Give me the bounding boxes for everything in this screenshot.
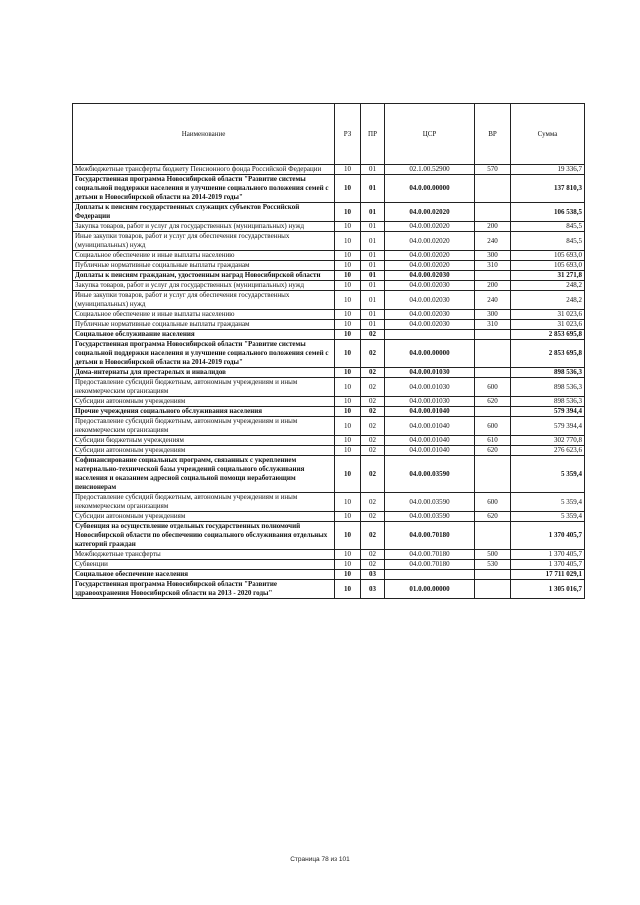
cell-vr: 600 bbox=[475, 378, 511, 397]
cell-sum: 105 693,0 bbox=[511, 251, 585, 261]
cell-csr: 04.0.00.02020 bbox=[385, 203, 475, 222]
cell-rz: 10 bbox=[335, 310, 361, 320]
cell-vr bbox=[475, 330, 511, 340]
cell-name: Государственная программа Новосибирской области "Развитие здравоохранения Новосибирской области на 2013 - 2020 годы" bbox=[73, 580, 335, 599]
cell-sum: 845,5 bbox=[511, 232, 585, 251]
cell-pr: 02 bbox=[361, 340, 385, 368]
cell-vr: 600 bbox=[475, 417, 511, 436]
table-header bbox=[73, 104, 585, 165]
cell-name: Закупка товаров, работ и услуг для государственных (муниципальных) нужд bbox=[73, 222, 335, 232]
table-row bbox=[73, 320, 585, 330]
cell-rz: 10 bbox=[335, 340, 361, 368]
cell-pr: 01 bbox=[361, 175, 385, 203]
cell-sum: 105 693,0 bbox=[511, 261, 585, 271]
cell-pr: 02 bbox=[361, 378, 385, 397]
cell-pr: 02 bbox=[361, 493, 385, 512]
cell-vr bbox=[475, 340, 511, 368]
header-pr: ПР bbox=[361, 104, 385, 165]
table-row bbox=[73, 291, 585, 310]
cell-pr: 02 bbox=[361, 446, 385, 456]
cell-name: Государственная программа Новосибирской области "Развитие системы социальной поддержки населения и улучшение социального положения семей с детьми в Новосибирской области на 2014-2019 годы" bbox=[73, 340, 335, 368]
cell-rz: 10 bbox=[335, 271, 361, 281]
cell-sum: 898 536,3 bbox=[511, 397, 585, 407]
cell-name: Социальное обеспечение и иные выплаты населению bbox=[73, 310, 335, 320]
cell-pr: 01 bbox=[361, 261, 385, 271]
header-rz: РЗ bbox=[335, 104, 361, 165]
table-row bbox=[73, 271, 585, 281]
cell-csr: 04.0.00.03590 bbox=[385, 512, 475, 522]
cell-name: Предоставление субсидий бюджетным, автономным учреждениям и иным некоммерческим организациям bbox=[73, 417, 335, 436]
table-row bbox=[73, 330, 585, 340]
cell-sum: 302 770,8 bbox=[511, 436, 585, 446]
table-row bbox=[73, 456, 585, 493]
cell-name: Софинансирование социальных программ, связанных с укреплением материально-технической базы учреждений социального обслуживания населения и оказанием адресной социальной помощи неработающим пенсионерам bbox=[73, 456, 335, 493]
cell-sum: 5 359,4 bbox=[511, 493, 585, 512]
cell-pr: 01 bbox=[361, 165, 385, 175]
cell-csr: 04.0.00.70180 bbox=[385, 560, 475, 570]
table-row bbox=[73, 436, 585, 446]
table-row bbox=[73, 493, 585, 512]
cell-csr: 04.0.00.03590 bbox=[385, 456, 475, 493]
cell-sum: 579 394,4 bbox=[511, 407, 585, 417]
cell-csr: 04.0.00.01030 bbox=[385, 378, 475, 397]
cell-pr: 01 bbox=[361, 281, 385, 291]
cell-pr: 02 bbox=[361, 560, 385, 570]
cell-sum: 2 853 695,8 bbox=[511, 340, 585, 368]
cell-name: Иные закупки товаров, работ и услуг для обеспечения государственных (муниципальных) нужд bbox=[73, 291, 335, 310]
cell-csr bbox=[385, 570, 475, 580]
cell-rz: 10 bbox=[335, 165, 361, 175]
cell-sum: 31 023,6 bbox=[511, 320, 585, 330]
table-row bbox=[73, 368, 585, 378]
cell-vr: 530 bbox=[475, 560, 511, 570]
cell-pr: 03 bbox=[361, 580, 385, 599]
cell-pr: 01 bbox=[361, 310, 385, 320]
cell-rz: 10 bbox=[335, 522, 361, 550]
cell-pr: 02 bbox=[361, 550, 385, 560]
table-row bbox=[73, 407, 585, 417]
cell-rz: 10 bbox=[335, 436, 361, 446]
cell-csr: 04.0.00.01040 bbox=[385, 446, 475, 456]
cell-name: Предоставление субсидий бюджетным, автономным учреждениям и иным некоммерческим организациям bbox=[73, 493, 335, 512]
cell-rz: 10 bbox=[335, 570, 361, 580]
cell-rz: 10 bbox=[335, 580, 361, 599]
cell-csr: 04.0.00.03590 bbox=[385, 493, 475, 512]
cell-name: Социальное обеспечение и иные выплаты населению bbox=[73, 251, 335, 261]
table-row bbox=[73, 560, 585, 570]
cell-sum: 31 023,6 bbox=[511, 310, 585, 320]
table-row bbox=[73, 397, 585, 407]
cell-name: Дома-интернаты для престарелых и инвалидов bbox=[73, 368, 335, 378]
cell-vr: 310 bbox=[475, 320, 511, 330]
cell-pr: 02 bbox=[361, 436, 385, 446]
cell-name: Публичные нормативные социальные выплаты гражданам bbox=[73, 320, 335, 330]
cell-name: Прочие учреждения социального обслуживания населения bbox=[73, 407, 335, 417]
cell-pr: 01 bbox=[361, 271, 385, 281]
cell-rz: 10 bbox=[335, 397, 361, 407]
cell-rz: 10 bbox=[335, 232, 361, 251]
cell-pr: 02 bbox=[361, 417, 385, 436]
cell-sum: 31 271,8 bbox=[511, 271, 585, 281]
cell-vr bbox=[475, 407, 511, 417]
cell-rz: 10 bbox=[335, 320, 361, 330]
cell-pr: 02 bbox=[361, 397, 385, 407]
cell-rz: 10 bbox=[335, 493, 361, 512]
cell-csr: 04.0.00.70180 bbox=[385, 550, 475, 560]
cell-sum: 898 536,3 bbox=[511, 378, 585, 397]
cell-pr: 01 bbox=[361, 232, 385, 251]
cell-sum: 1 370 405,7 bbox=[511, 550, 585, 560]
cell-rz: 10 bbox=[335, 368, 361, 378]
cell-sum: 5 359,4 bbox=[511, 512, 585, 522]
cell-vr bbox=[475, 456, 511, 493]
cell-sum: 276 623,6 bbox=[511, 446, 585, 456]
cell-vr: 600 bbox=[475, 493, 511, 512]
page-number: Страница 78 из 101 bbox=[290, 856, 350, 863]
cell-vr: 620 bbox=[475, 446, 511, 456]
cell-name: Доплаты к пенсиям гражданам, удостоенным наград Новосибирской области bbox=[73, 271, 335, 281]
cell-name: Государственная программа Новосибирской области "Развитие системы социальной поддержки населения и улучшение социального положения семей с детьми в Новосибирской области на 2014-2019 годы" bbox=[73, 175, 335, 203]
cell-rz: 10 bbox=[335, 512, 361, 522]
cell-rz: 10 bbox=[335, 560, 361, 570]
header-csr: ЦСР bbox=[385, 104, 475, 165]
cell-name: Субвенция на осуществление отдельных государственных полномочий Новосибирской области по обеспечению социального обслуживания отдельных категорий граждан bbox=[73, 522, 335, 550]
table-row bbox=[73, 261, 585, 271]
cell-name: Субвенции bbox=[73, 560, 335, 570]
cell-rz: 10 bbox=[335, 251, 361, 261]
cell-rz: 10 bbox=[335, 407, 361, 417]
cell-csr: 04.0.00.02020 bbox=[385, 232, 475, 251]
cell-sum: 579 394,4 bbox=[511, 417, 585, 436]
cell-vr: 240 bbox=[475, 291, 511, 310]
cell-csr: 04.0.00.70180 bbox=[385, 522, 475, 550]
table-row bbox=[73, 203, 585, 222]
table-row bbox=[73, 165, 585, 175]
cell-csr: 04.0.00.01030 bbox=[385, 397, 475, 407]
cell-vr bbox=[475, 570, 511, 580]
cell-pr: 02 bbox=[361, 330, 385, 340]
cell-vr: 310 bbox=[475, 261, 511, 271]
cell-vr bbox=[475, 368, 511, 378]
table-row bbox=[73, 570, 585, 580]
table-row bbox=[73, 175, 585, 203]
cell-name: Доплаты к пенсиям государственных служащих субъектов Российской Федерации bbox=[73, 203, 335, 222]
cell-csr: 04.0.00.01030 bbox=[385, 368, 475, 378]
cell-sum: 1 305 016,7 bbox=[511, 580, 585, 599]
cell-name: Межбюджетные трансферты bbox=[73, 550, 335, 560]
cell-vr bbox=[475, 203, 511, 222]
cell-name: Субсидии автономным учреждениям bbox=[73, 446, 335, 456]
cell-csr: 04.0.00.00000 bbox=[385, 175, 475, 203]
cell-csr: 04.0.00.00000 bbox=[385, 340, 475, 368]
cell-csr: 04.0.00.02020 bbox=[385, 251, 475, 261]
cell-vr: 620 bbox=[475, 512, 511, 522]
cell-csr: 04.0.00.02030 bbox=[385, 281, 475, 291]
cell-name: Субсидии бюджетным учреждениям bbox=[73, 436, 335, 446]
cell-pr: 03 bbox=[361, 570, 385, 580]
cell-csr: 04.0.00.02030 bbox=[385, 310, 475, 320]
cell-sum: 2 853 695,8 bbox=[511, 330, 585, 340]
cell-sum: 106 538,5 bbox=[511, 203, 585, 222]
cell-pr: 01 bbox=[361, 203, 385, 222]
cell-rz: 10 bbox=[335, 281, 361, 291]
cell-csr: 04.0.00.02030 bbox=[385, 291, 475, 310]
cell-csr: 04.0.00.02030 bbox=[385, 320, 475, 330]
cell-rz: 10 bbox=[335, 550, 361, 560]
cell-sum: 137 810,3 bbox=[511, 175, 585, 203]
cell-vr: 200 bbox=[475, 281, 511, 291]
cell-vr: 610 bbox=[475, 436, 511, 446]
cell-pr: 02 bbox=[361, 368, 385, 378]
cell-vr: 570 bbox=[475, 165, 511, 175]
cell-csr: 04.0.00.02020 bbox=[385, 222, 475, 232]
cell-vr: 620 bbox=[475, 397, 511, 407]
cell-rz: 10 bbox=[335, 417, 361, 436]
cell-rz: 10 bbox=[335, 203, 361, 222]
cell-pr: 01 bbox=[361, 222, 385, 232]
cell-name: Межбюджетные трансферты бюджету Пенсионного фонда Российской Федерации bbox=[73, 165, 335, 175]
table-row bbox=[73, 222, 585, 232]
cell-rz: 10 bbox=[335, 446, 361, 456]
cell-pr: 01 bbox=[361, 251, 385, 261]
header-row bbox=[73, 104, 585, 165]
cell-csr: 02.1.00.52900 bbox=[385, 165, 475, 175]
cell-vr bbox=[475, 175, 511, 203]
cell-rz: 10 bbox=[335, 330, 361, 340]
cell-vr: 200 bbox=[475, 222, 511, 232]
cell-name: Субсидии автономным учреждениям bbox=[73, 512, 335, 522]
cell-rz: 10 bbox=[335, 175, 361, 203]
header-name: Наименование bbox=[73, 104, 335, 165]
table-row bbox=[73, 340, 585, 368]
cell-vr: 500 bbox=[475, 550, 511, 560]
table-row bbox=[73, 232, 585, 251]
header-vr: ВР bbox=[475, 104, 511, 165]
cell-rz: 10 bbox=[335, 291, 361, 310]
cell-pr: 02 bbox=[361, 522, 385, 550]
cell-vr bbox=[475, 271, 511, 281]
cell-vr: 300 bbox=[475, 310, 511, 320]
cell-sum: 17 711 029,1 bbox=[511, 570, 585, 580]
header-sum: Сумма bbox=[511, 104, 585, 165]
cell-vr: 240 bbox=[475, 232, 511, 251]
cell-csr: 04.0.00.01040 bbox=[385, 417, 475, 436]
cell-vr bbox=[475, 580, 511, 599]
table-row bbox=[73, 251, 585, 261]
table-row bbox=[73, 417, 585, 436]
cell-vr bbox=[475, 522, 511, 550]
cell-csr: 04.0.00.01040 bbox=[385, 407, 475, 417]
cell-sum: 19 336,7 bbox=[511, 165, 585, 175]
cell-sum: 248,2 bbox=[511, 281, 585, 291]
table-row bbox=[73, 522, 585, 550]
table-row bbox=[73, 281, 585, 291]
table-row bbox=[73, 446, 585, 456]
cell-csr: 04.0.00.01040 bbox=[385, 436, 475, 446]
cell-csr: 01.0.00.00000 bbox=[385, 580, 475, 599]
table-body bbox=[73, 165, 585, 599]
cell-name: Публичные нормативные социальные выплаты гражданам bbox=[73, 261, 335, 271]
cell-sum: 1 370 405,7 bbox=[511, 560, 585, 570]
cell-rz: 10 bbox=[335, 378, 361, 397]
budget-table bbox=[72, 103, 585, 599]
table-row bbox=[73, 310, 585, 320]
cell-name: Социальное обеспечение населения bbox=[73, 570, 335, 580]
cell-rz: 10 bbox=[335, 456, 361, 493]
cell-csr: 04.0.00.02020 bbox=[385, 261, 475, 271]
cell-name: Иные закупки товаров, работ и услуг для обеспечения государственных (муниципальных) нужд bbox=[73, 232, 335, 251]
cell-pr: 01 bbox=[361, 291, 385, 310]
cell-rz: 10 bbox=[335, 261, 361, 271]
table-row bbox=[73, 512, 585, 522]
cell-name: Социальное обслуживание населения bbox=[73, 330, 335, 340]
table-row bbox=[73, 378, 585, 397]
cell-csr: 04.0.00.02030 bbox=[385, 271, 475, 281]
cell-sum: 1 370 405,7 bbox=[511, 522, 585, 550]
cell-pr: 01 bbox=[361, 320, 385, 330]
cell-pr: 02 bbox=[361, 456, 385, 493]
table-row bbox=[73, 550, 585, 560]
cell-vr: 300 bbox=[475, 251, 511, 261]
table-row bbox=[73, 580, 585, 599]
cell-pr: 02 bbox=[361, 512, 385, 522]
cell-sum: 5 359,4 bbox=[511, 456, 585, 493]
cell-name: Предоставление субсидий бюджетным, автономным учреждениям и иным некоммерческим организациям bbox=[73, 378, 335, 397]
cell-rz: 10 bbox=[335, 222, 361, 232]
cell-sum: 845,5 bbox=[511, 222, 585, 232]
cell-csr bbox=[385, 330, 475, 340]
cell-pr: 02 bbox=[361, 407, 385, 417]
cell-sum: 898 536,3 bbox=[511, 368, 585, 378]
cell-sum: 248,2 bbox=[511, 291, 585, 310]
cell-name: Субсидии автономным учреждениям bbox=[73, 397, 335, 407]
cell-name: Закупка товаров, работ и услуг для государственных (муниципальных) нужд bbox=[73, 281, 335, 291]
